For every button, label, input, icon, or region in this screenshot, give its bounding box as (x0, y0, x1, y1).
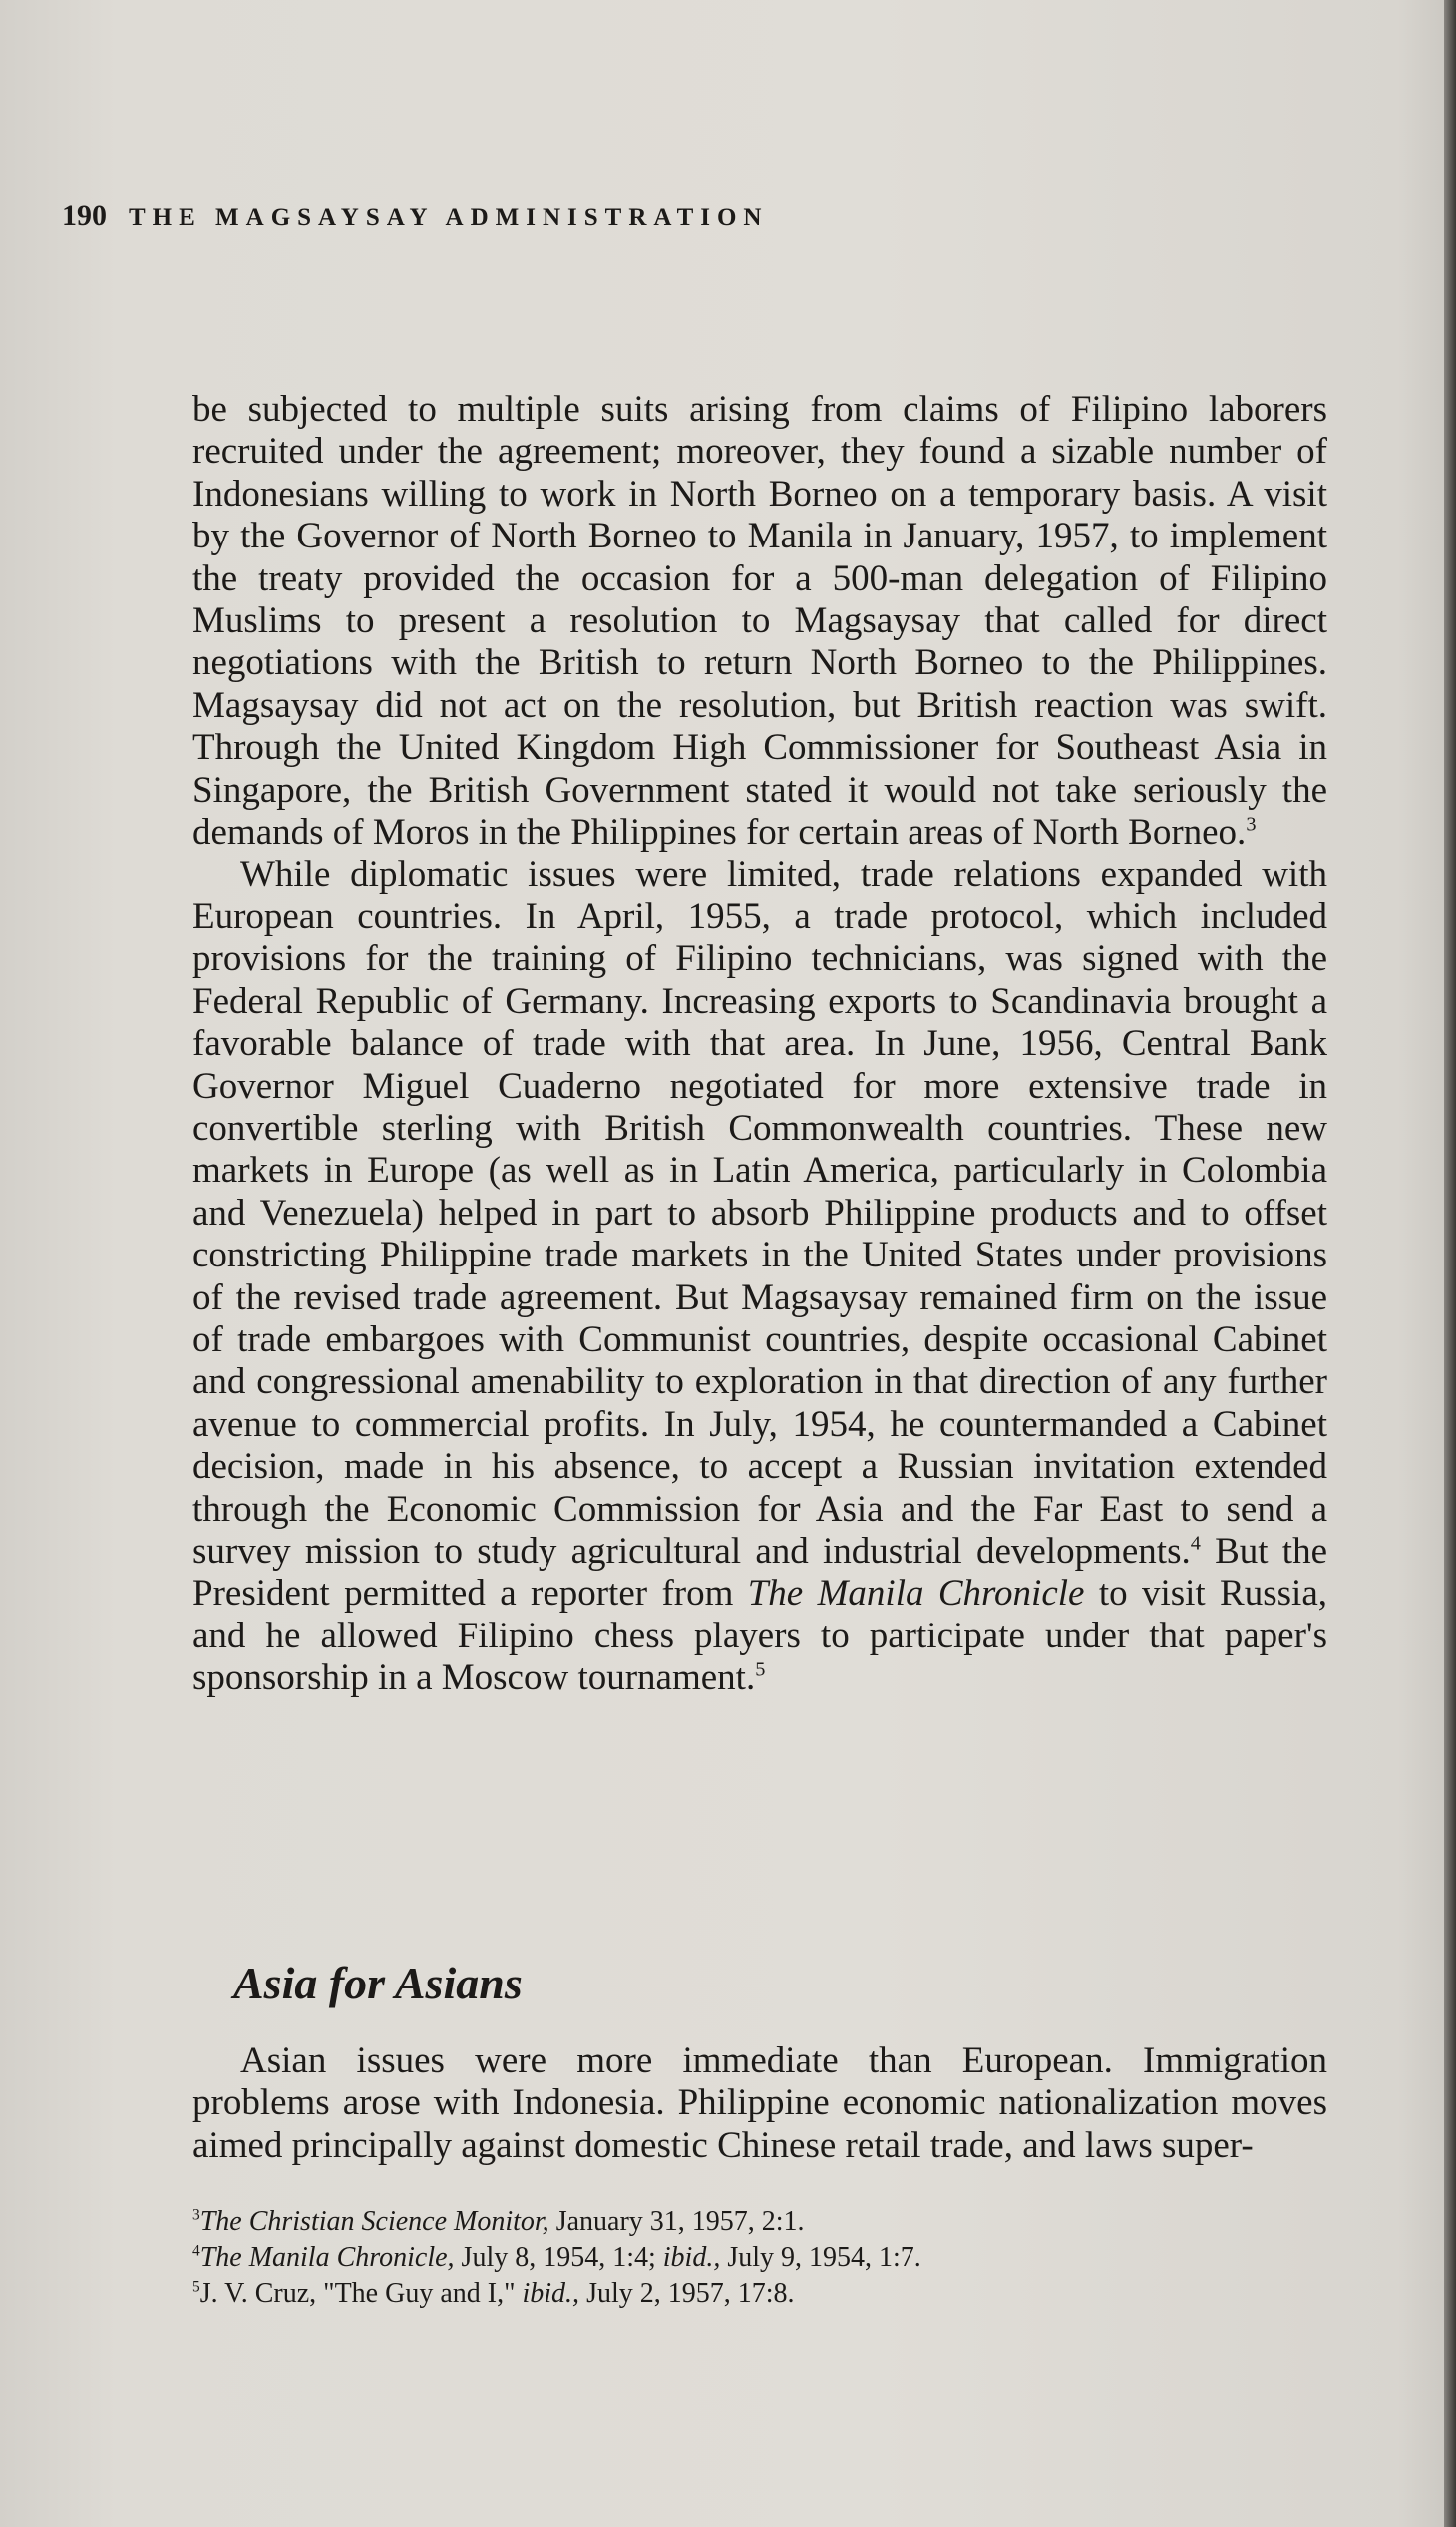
paragraph-1: be subjected to multiple suits arising from claims of Filipino laborers recruited under the agreement; moreover, they found a sizable number of Indonesians willing to work in North Borneo on a temporary basis. A visit by the Governor of North Borneo to Manila in January, 1957, to implement the treaty provided the occasion for a 500-man delegation of Filipino Muslims to present a resolution to Magsaysay that called for direct negotiations with the British to return North Borneo to the Philippines. Magsaysay did not act on the resolution, but British reaction was swift. Through the United Kingdom High Commissioner for Southeast Asia in Singapore, the British Government stated it would not take seriously the demands of Moros in the Philippines for certain areas of North Borneo.$^3$ (192, 389, 1327, 854)
paragraph-3: Asian issues were more immediate than European. Immigration problems arose with Indonesia. Philippine economic nationalization moves aimed principally against domestic Chinese retail trade, and laws super- (192, 2040, 1327, 2166)
section-heading: Asia for Asians (233, 1958, 523, 2008)
footnote-ref-3: 3 (1246, 813, 1257, 836)
paragraph-2: While diplomatic issues were limited, trade relations expanded with European countries. In April, 1955, a trade protocol, which included provisions for the training of Filipino technicians, was signed with the Federal Republic of Germany. Increasing exports to Scandinavia brought a favorable balance of trade with that area. In June, 1956, Central Bank Governor Miguel Cuaderno negotiated for more extensive trade in convertible sterling with British Commonwealth countries. These new markets in Europe (as well as in Latin America, particularly in Colombia and Venezuela) helped in part to absorb Philippine products and to offset constricting Philippine trade markets in the United States under provisions of the revised trade agreement. But Magsaysay remained firm on the issue of trade embargoes with Communist countries, despite occasional Cabinet and congressional amenability to exploration in that direction of any further avenue to commercial profits. In July, 1954, he countermanded a Cabinet decision, made in his absence, to accept a Russian invitation extended through the Economic Commission for Asia and the Far East to send a survey mission to study agricultural and industrial developments.$^4$ But the President permitted a reporter from The Manila Chronicle to visit Russia, and he allowed Filipino chess players to participate under that paper's sponsorship in a Moscow tournament.$^5$ (192, 854, 1327, 1699)
footnote-ref-5: 5 (755, 1658, 766, 1681)
page-number: 190 (62, 199, 107, 232)
section-paragraph (192, 2040, 1327, 2167)
footnote-ref-4: 4 (1190, 1532, 1201, 1555)
running-title: THE MAGSAYSAY ADMINISTRATION (129, 204, 769, 231)
footnote-3: $^3$The Christian Science Monitor, January 31, 1957, 2:1. (192, 2206, 805, 2237)
book-spine-edge (1444, 0, 1456, 2527)
newspaper-title: The Manila Chronicle (747, 1573, 1085, 1615)
footnotes (192, 2204, 1190, 2312)
running-head (62, 199, 1358, 233)
footnote-5: $^5$J. V. Cruz, "The Guy and I," ibid., July 2, 1957, 17:8. (192, 2278, 795, 2309)
body-text (192, 389, 1327, 1700)
footnote-4: $^4$The Manila Chronicle, July 8, 1954, 1:4; ibid., July 9, 1954, 1:7. (192, 2242, 921, 2273)
